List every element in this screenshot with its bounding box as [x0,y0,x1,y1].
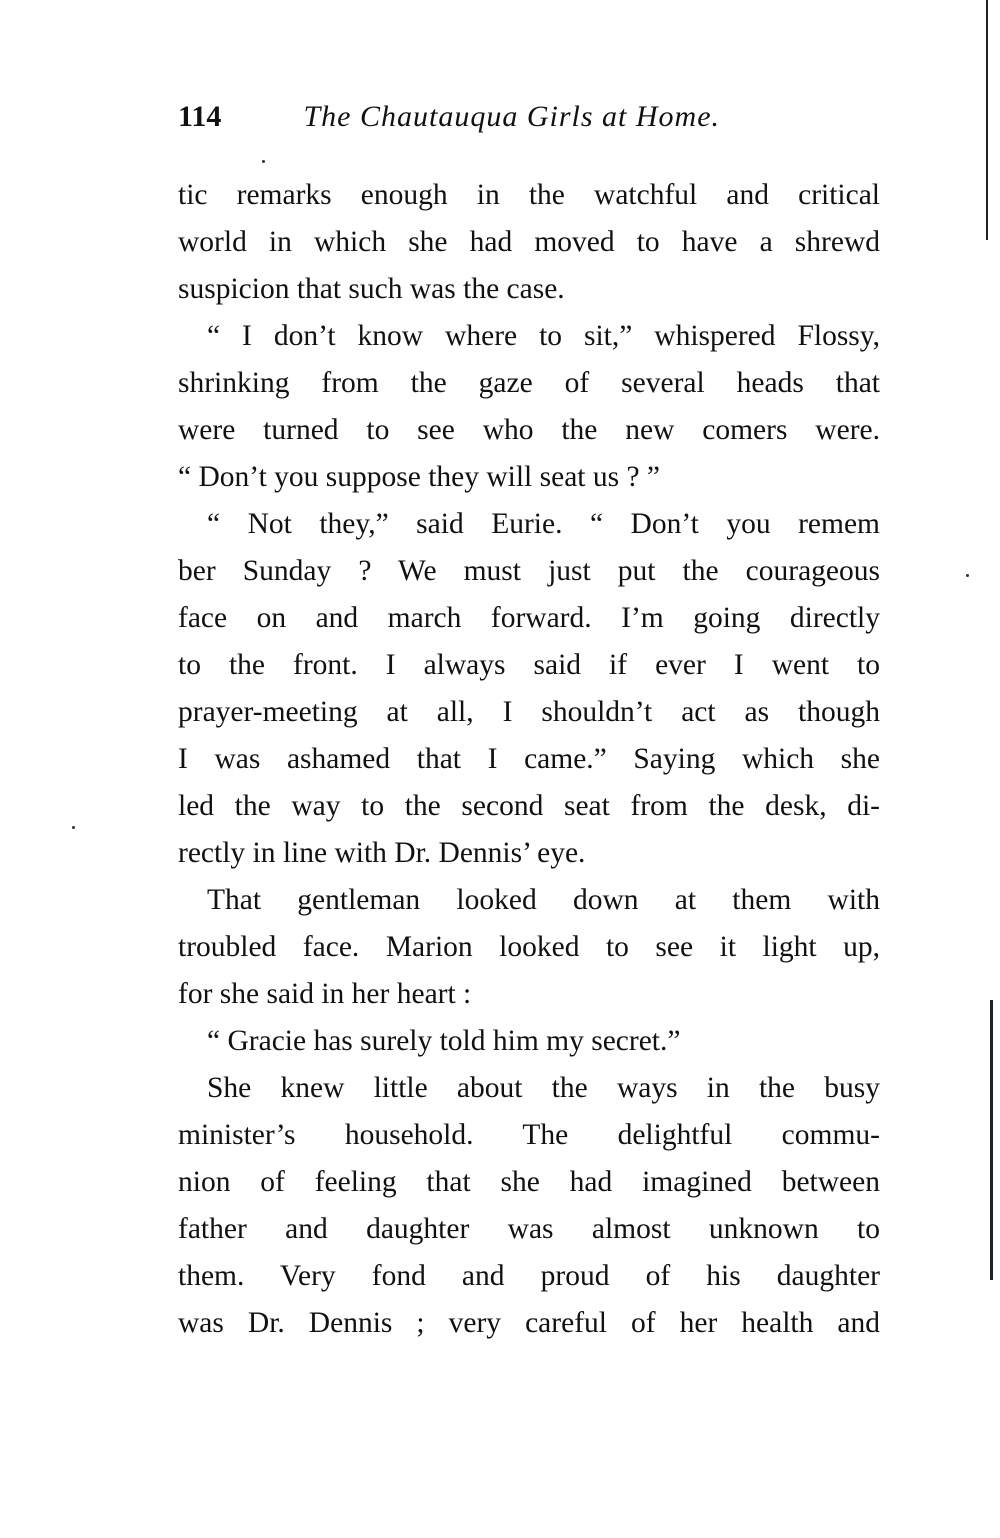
scan-edge-line [990,1000,993,1280]
running-title: The Chautauqua Girls at Home. [303,100,721,133]
text-line: tic remarks enough in the watchful and critical [178,179,880,211]
scan-edge-line [986,0,988,240]
text-line: prayer-meeting at all, I shouldn’t act as though [178,696,880,728]
text-line: suspicion that such was the case. [178,273,565,305]
text-line: I was ashamed that I came.” Saying which she [178,743,880,775]
text-line: were turned to see who the new comers were. [178,414,880,446]
text-line: for she said in her heart : [178,978,472,1010]
running-head [178,92,878,142]
text-line: was Dr. Dennis ; very careful of her health and [178,1307,880,1339]
scan-speck [966,574,969,577]
text-line: to the front. I always said if ever I went to [178,649,880,681]
text-line: nion of feeling that she had imagined between [178,1166,880,1198]
text-line: led the way to the second seat from the desk, di- [178,790,880,822]
text-line: them. Very fond and proud of his daughter [178,1260,880,1292]
text-line: That gentleman looked down at them with [207,884,880,916]
text-line: troubled face. Marion looked to see it light up, [178,931,880,963]
text-line: “ Not they,” said Eurie. “ Don’t you remem [207,508,880,540]
text-line: minister’s household. The delightful commu- [178,1119,880,1151]
scan-speck [262,160,265,163]
text-line: She knew little about the ways in the busy [207,1072,880,1104]
text-line: ber Sunday ? We must just put the courageous [178,555,880,587]
text-line: face on and march forward. I’m going directly [178,602,880,634]
scan-speck [72,826,75,829]
text-line: “ Gracie has surely told him my secret.” [207,1025,681,1057]
text-line: father and daughter was almost unknown to [178,1213,880,1245]
text-line: “ I don’t know where to sit,” whispered Flossy, [207,320,880,352]
text-line: world in which she had moved to have a shrewd [178,226,880,258]
text-line: rectly in line with Dr. Dennis’ eye. [178,837,586,869]
page-number: 114 [178,100,222,133]
text-line: shrinking from the gaze of several heads that [178,367,880,399]
text-line: “ Don’t you suppose they will seat us ? ” [178,461,661,493]
